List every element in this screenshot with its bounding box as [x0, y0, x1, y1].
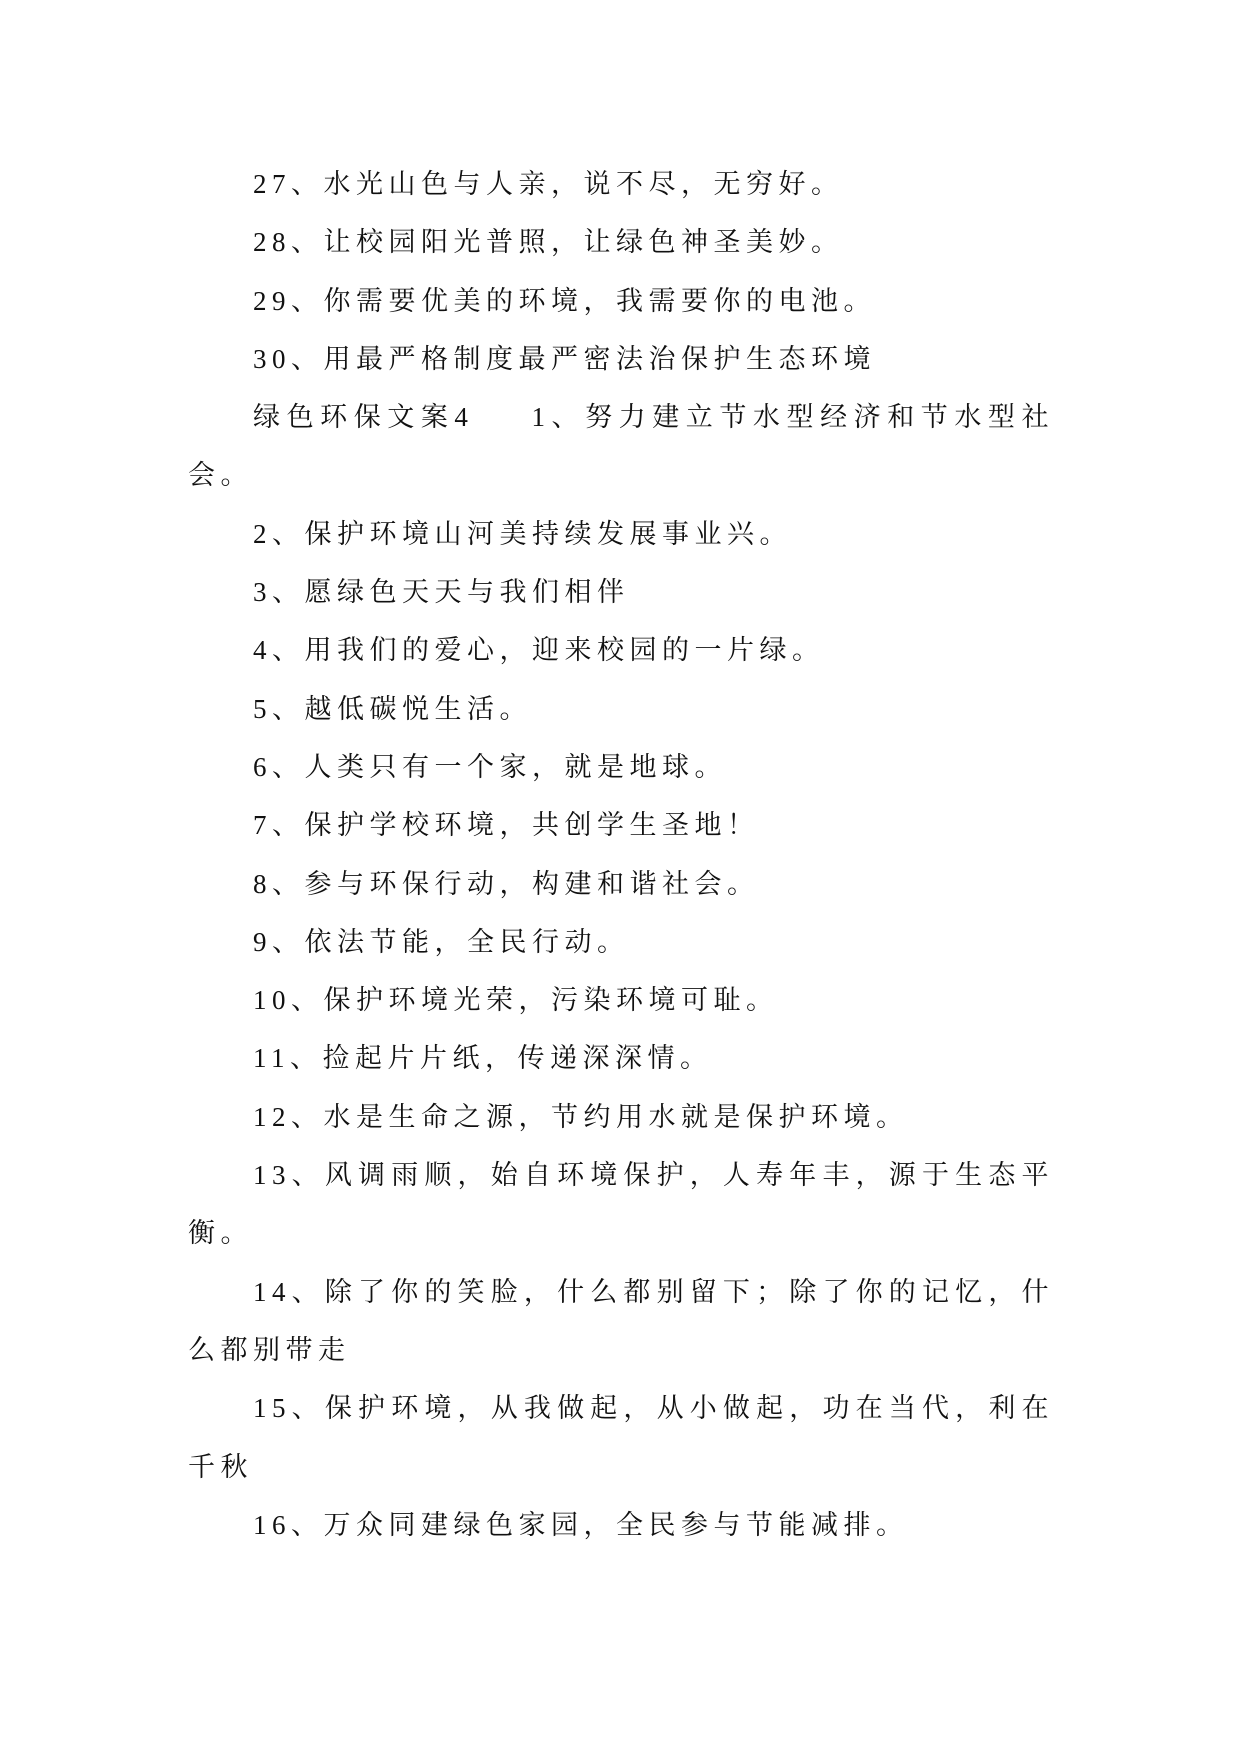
list-item: 3、愿绿色天天与我们相伴: [253, 577, 630, 608]
section-paragraph: [188, 388, 1054, 505]
list-item: 15、保护环境，从我做起，从小做起，功在当代，利在千秋: [188, 1393, 1054, 1482]
list-item: 5、越低碳悦生活。: [253, 693, 532, 724]
list-item: 10、保护环境光荣，污染环境可耻。: [253, 985, 779, 1016]
list-item: 16、万众同建绿色家园，全民参与节能减排。: [253, 1509, 909, 1540]
list-item: 30、用最严格制度最严密法治保护生态环境: [253, 343, 876, 374]
document-body: [188, 155, 1054, 1554]
list-item: 4、用我们的爱心，迎来校园的一片绿。: [253, 635, 825, 666]
list-item: 8、参与环保行动，构建和谐社会。: [253, 868, 760, 899]
list-item: 14、除了你的笑脸，什么都别留下；除了你的记忆，什么都别带走: [188, 1276, 1054, 1365]
list-item: 9、依法节能，全民行动。: [253, 926, 630, 957]
list-item: 2、保护环境山河美持续发展事业兴。: [253, 518, 792, 549]
section-title: 绿色环保文案4: [253, 402, 474, 433]
spacer: [473, 425, 531, 426]
list-item: 1、努力建立节水型经济和节水型社会。: [188, 402, 1055, 491]
list-item: 11、捡起片片纸，传递深深情。: [253, 1043, 713, 1074]
list-item: 6、人类只有一个家，就是地球。: [253, 751, 727, 782]
list-item: 7、保护学校环境，共创学生圣地！: [253, 810, 760, 841]
list-item: 12、水是生命之源，节约用水就是保护环境。: [253, 1101, 909, 1132]
list-item: 29、你需要优美的环境，我需要你的电池。: [253, 285, 876, 316]
list-item: 28、让校园阳光普照，让绿色神圣美妙。: [253, 227, 844, 258]
list-item: 13、风调雨顺，始自环境保护，人寿年丰，源于生态平衡。: [188, 1160, 1054, 1249]
list-item: 27、水光山色与人亲，说不尽，无穷好。: [253, 169, 844, 199]
